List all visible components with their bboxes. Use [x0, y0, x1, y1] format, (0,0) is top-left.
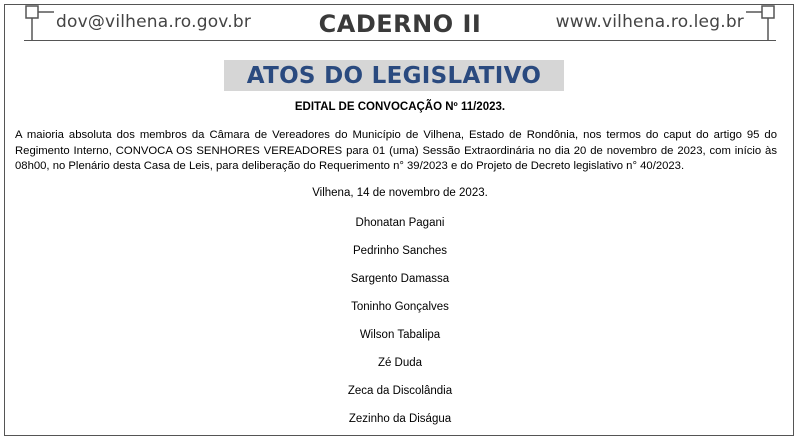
date-line: Vilhena, 14 de novembro de 2023. — [312, 187, 488, 199]
signer-name: Pedrinho Sanches — [353, 245, 447, 257]
signer-name: Dhonatan Pagani — [355, 217, 445, 229]
edital-title: EDITAL DE CONVOCAÇÃO Nº 11/2023. — [294, 101, 506, 113]
page-header — [0, 0, 800, 42]
signer-name: Wilson Tabalipa — [359, 329, 441, 341]
corner-ornament-right — [744, 4, 776, 42]
section-banner — [224, 60, 564, 91]
signer-name: Sargento Damassa — [350, 273, 450, 285]
header-divider — [24, 40, 776, 41]
banner-title: ATOS DO LEGISLATIVO — [246, 62, 542, 89]
signer-list — [0, 216, 800, 440]
signer-name: Zezinho da Diságua — [348, 413, 452, 425]
header-email: dov@vilhena.ro.gov.br — [56, 12, 252, 32]
signer-name: Zé Duda — [377, 357, 423, 369]
signer-name: Toninho Gonçalves — [351, 301, 449, 313]
signer-name: Zeca da Discolândia — [347, 385, 453, 397]
section-title: CADERNO II — [318, 10, 482, 38]
edital-body: A maioria absoluta dos membros da Câmara de Vereadores do Município de Vilhena, Estado de Rondônia, nos termos do caput do artigo 95 do Regimento Interno, CONVOCA OS SENHORES VEREADORES para 01 (uma) Sessão Extraordinária no dia 20 de novembro de 2023, com início às 08h00, no Plenário desta Casa de Leis, para deliberação do Requerimento n° 39/2023 e do Projeto de Decreto legislativo n° 40/2023. — [15, 129, 777, 172]
header-website: www.vilhena.ro.leg.br — [555, 12, 744, 32]
